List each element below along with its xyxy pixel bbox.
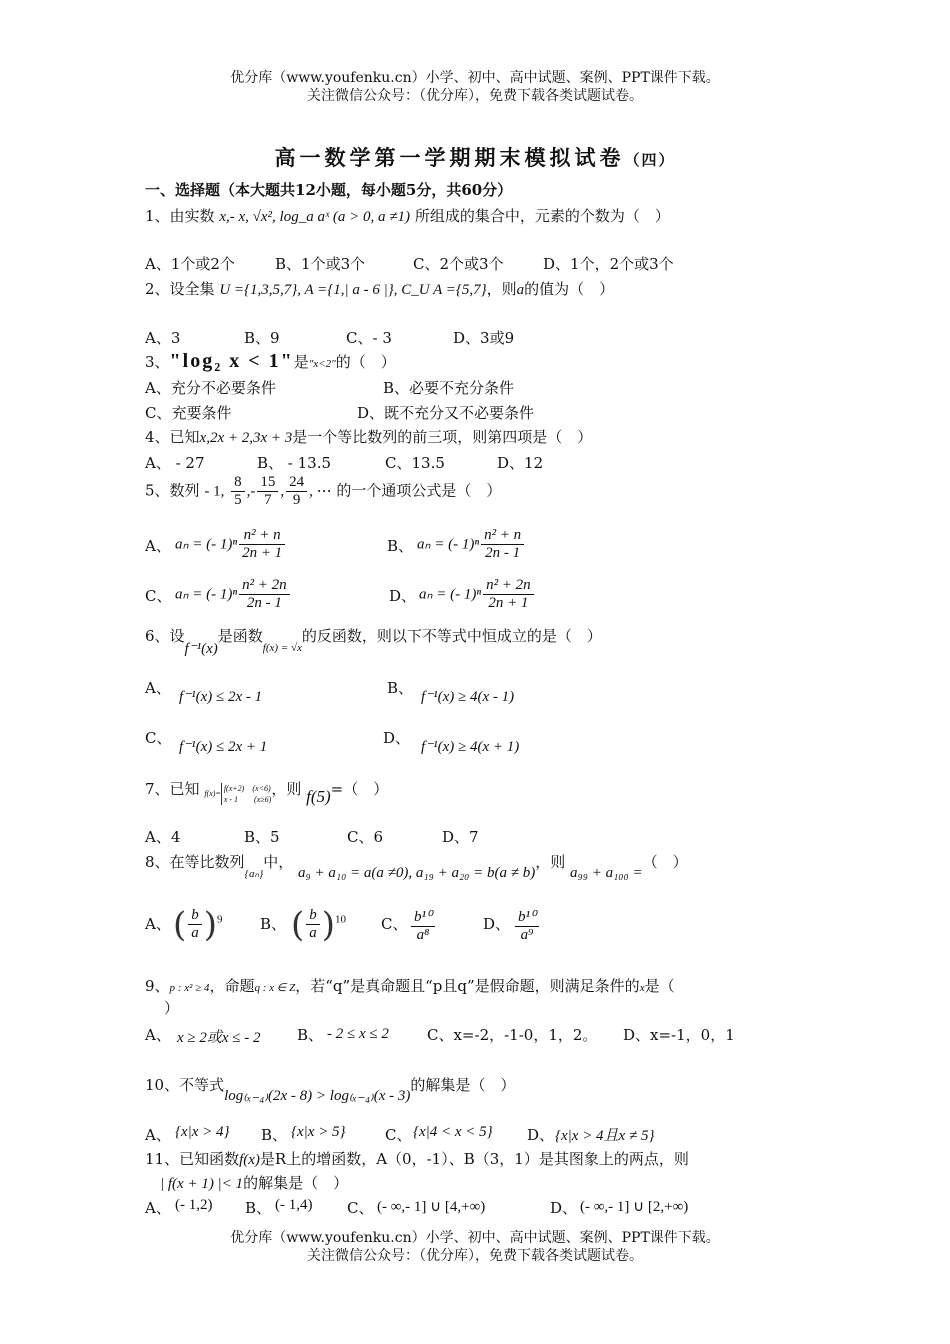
q7-option-a: A、4 [145, 828, 181, 846]
q9-label-b: B、 [297, 1026, 324, 1044]
page-title [0, 142, 950, 172]
q7-mid: ，则 [271, 780, 302, 798]
q5-label-d: D、 [389, 587, 417, 605]
q8-mid: 中， [263, 853, 294, 871]
q10-option-d: {x|x > 4且x ≠ 5} [555, 1128, 655, 1144]
q11-label-b: B、 [245, 1199, 272, 1217]
q10-label-d: D、 [527, 1126, 555, 1144]
q8-sequence: {aₙ} [244, 868, 264, 880]
q11-option-c: (- ∞,- 1] ∪ [4,+∞) [377, 1199, 486, 1215]
q5-sep-2: , [280, 483, 285, 500]
q9-proposition-p: p : x² ≥ 4 [169, 982, 210, 994]
q10-suffix: 的解集是（ ） [410, 1076, 516, 1094]
q9-option-c: C、x=-2，-1-0，1，2。 [427, 1026, 598, 1044]
q4-option-d: D、12 [497, 454, 544, 472]
q4-option-c: C、13.5 [385, 454, 445, 472]
q8-prefix: 8、在等比数列 [145, 853, 245, 871]
q3-prefix: 3、 [145, 353, 170, 371]
q5-option-a: aₙ = (- 1)ⁿ $\frac{\text{n² + n}}{2n + 1}$ [175, 527, 287, 562]
q10-label-b: B、 [261, 1126, 288, 1144]
q1-option-d: D、1个，2个或3个 [543, 255, 674, 273]
q3-option-a: A、充分不必要条件 [145, 379, 276, 397]
q9-suffix-2: 是（ [644, 977, 675, 995]
q11-prefix: 11、已知函数 [145, 1150, 240, 1168]
q7-value: f(5) [306, 787, 331, 806]
q11-inequality: | f(x + 1) |< 1 [160, 1176, 244, 1192]
question-6 [145, 625, 602, 657]
q3-condition-2: "x<2" [308, 358, 336, 370]
q10-prefix: 10、不等式 [145, 1076, 225, 1094]
q2-option-c: C、- 3 [346, 329, 392, 347]
q6-option-c: f⁻¹(x) ≤ 2x + 1 [179, 739, 268, 755]
question-1 [145, 205, 670, 226]
q10-option-a: {x|x > 4} [175, 1124, 230, 1140]
q8-option-a: ( $\frac{b}{a}$ )$^9$ [173, 904, 223, 945]
title-main: 高一数学第一学期期末模拟试卷 [274, 145, 625, 170]
title-suffix: （四） [624, 151, 676, 169]
q11-line-2 [160, 1172, 348, 1193]
question-9 [145, 975, 675, 996]
q7-option-c: C、6 [347, 828, 384, 846]
q5-option-d: aₙ = (- 1)ⁿ $\frac{\text{n² + 2n}}{2n + 1}$ [419, 577, 536, 612]
q8-label-b: B、 [260, 915, 287, 933]
q11-option-d: (- ∞,- 1] ∪ [2,+∞) [580, 1199, 689, 1215]
q5-sep-1: ,- [246, 483, 256, 500]
q4-option-a: A、 - 27 [145, 454, 205, 472]
question-11 [145, 1148, 689, 1169]
question-5 [145, 474, 501, 509]
q9-mid: ，命题 [209, 977, 255, 995]
q9-var: x [639, 982, 645, 994]
header-line-2: 关注微信公众号：（优分库），免费下载各类试题试卷。 [307, 88, 643, 104]
q5-label-a: A、 [145, 537, 171, 555]
q1-formula: x,- x, √x², log_a aˣ (a > 0, a ≠1) [219, 209, 411, 225]
q11-label-a: A、 [145, 1199, 171, 1217]
q2-option-b: B、9 [244, 329, 280, 347]
q9-proposition-q: q : x ∈ Z [254, 982, 296, 994]
q8-option-c: $\frac{\text{b¹⁰}}{\text{a⁸}}$ [409, 907, 437, 944]
q6-label-b: B、 [387, 679, 414, 697]
q5-fraction-3: $\frac{24}{9}$ [286, 474, 307, 509]
q5-option-c: aₙ = (- 1)ⁿ $\frac{\text{n² + 2n}}{2n - 1}$ [175, 577, 292, 612]
q1-option-a: A、1个或2个 [145, 255, 235, 273]
q7-suffix: =（ ） [330, 780, 389, 798]
q7-option-d: D、7 [442, 828, 479, 846]
q8-suffix: （ ） [642, 853, 688, 871]
q6-mid: 是函数 [217, 627, 263, 645]
question-2 [145, 278, 614, 299]
q6-suffix: 的反函数，则以下不等式中恒成立的是（ ） [301, 627, 602, 645]
q2-formula: U ={1,3,5,7}, A ={1,| a - 6 |}, C_U A ={5,7} [219, 282, 487, 298]
footer-line-2: 关注微信公众号：（优分库），免费下载各类试题试卷。 [307, 1248, 643, 1264]
q5-ellipsis: , ⋯ [309, 483, 332, 500]
q3-option-d: D、既不充分又不必要条件 [357, 404, 535, 422]
q5-prefix: 5、数列 [145, 481, 200, 500]
q9-option-b: - 2 ≤ x ≤ 2 [327, 1026, 389, 1042]
q11-label-d: D、 [550, 1199, 578, 1217]
q8-mid-2: ，则 [535, 853, 566, 871]
q9-option-a: x ≥ 2或x ≤ - 2 [177, 1030, 261, 1046]
q11-option-b: (- 1,4) [275, 1197, 313, 1213]
q1-prefix: 1、由实数 [145, 207, 215, 225]
q5-option-b: aₙ = (- 1)ⁿ $\frac{\text{n² + n}}{2n - 1}$ [417, 527, 526, 562]
q9-suffix: ，若“q”是真命题且“p且q”是假命题，则满足条件的 [295, 977, 640, 995]
q8-label-c: C、 [381, 915, 408, 933]
q7-option-b: B、5 [244, 828, 280, 846]
q10-option-b: {x|x > 5} [291, 1124, 346, 1140]
q8-ask: a₉₉ + a₁₀₀ = [570, 865, 643, 881]
q6-prefix: 6、设 [145, 627, 185, 645]
q9-option-d: D、x=-1，0，1 [623, 1026, 735, 1044]
question-10 [145, 1074, 516, 1104]
q5-suffix: 的一个通项公式是（ ） [336, 481, 502, 500]
q2-suffix: 的值为（ ） [524, 280, 615, 298]
q10-option-c: {x|4 < x < 5} [413, 1124, 493, 1140]
q3-mid: 是 [293, 353, 309, 371]
q1-option-c: C、2个或3个 [413, 255, 504, 273]
q4-formula: x,2x + 2,3x + 3 [199, 430, 293, 446]
q10-label-c: C、 [385, 1126, 412, 1144]
q1-option-b: B、1个或3个 [275, 255, 366, 273]
q6-label-d: D、 [383, 729, 411, 747]
footer-line-1: 优分库（www.youfenku.cn）小学、初中、高中试题、案例、PPT课件下载。 [230, 1230, 720, 1246]
q4-suffix: 是一个等比数列的前三项，则第四项是（ ） [292, 428, 593, 446]
section-heading: 一、选择题（本大题共12小题，每小题5分，共60分） [145, 181, 513, 199]
q3-option-b: B、必要不充分条件 [383, 379, 515, 397]
q6-function: f(x) = √x [262, 642, 302, 654]
q7-piecewise: f(x)= f(x+2) (x<6) x - 1 (x≥6) [204, 784, 272, 804]
q7-prefix: 7、已知 [145, 780, 200, 798]
q2-option-d: D、3或9 [453, 329, 515, 347]
q11-option-a: (- 1,2) [175, 1197, 213, 1213]
q1-suffix: 所组成的集合中，元素的个数为（ ） [414, 207, 670, 225]
q2-option-a: A、3 [145, 329, 181, 347]
q8-label-d: D、 [483, 915, 511, 933]
q2-var: a [516, 282, 525, 298]
q9-prefix: 9、 [145, 977, 170, 995]
q11-label-c: C、 [347, 1199, 374, 1217]
q6-label-a: A、 [145, 679, 171, 697]
q10-formula: log₍ₓ₋₄₎(2x - 8) > log₍ₓ₋₄₎(x - 3) [224, 1088, 411, 1104]
q6-inverse: f⁻¹(x) [184, 641, 218, 657]
q3-condition: "log₂ x < 1" [169, 350, 294, 372]
q9-label-a: A、 [145, 1026, 171, 1044]
q2-mid: ，则 [486, 280, 517, 298]
q5-label-b: B、 [387, 537, 414, 555]
q5-fraction-1: $\frac{8}{5}$ [231, 474, 245, 509]
header-line-1: 优分库（www.youfenku.cn）小学、初中、高中试题、案例、PPT课件下载。 [230, 70, 720, 86]
q6-option-b: f⁻¹(x) ≥ 4(x - 1) [421, 689, 515, 705]
q8-condition: a₉ + a₁₀ = a(a ≠0), a₁₉ + a₂₀ = b(a ≠ b) [298, 865, 536, 881]
q3-suffix: 的（ ） [335, 353, 396, 371]
q11-suffix: 是R上的增函数，A（0，-1）、B（3，1）是其图象上的两点，则 [259, 1150, 689, 1168]
q5-fraction-2: $\frac{15}{7}$ [257, 474, 278, 509]
q4-prefix: 4、已知 [145, 428, 200, 446]
q10-label-a: A、 [145, 1126, 171, 1144]
q11-function: f(x) [239, 1152, 260, 1168]
question-8 [145, 851, 688, 881]
q8-option-d: $\frac{\text{b¹⁰}}{\text{a⁹}}$ [513, 907, 541, 944]
question-7 [145, 778, 389, 806]
q3-option-c: C、充要条件 [145, 404, 232, 422]
q5-term-1: - 1, [204, 483, 225, 500]
q8-label-a: A、 [145, 915, 171, 933]
question-3 [145, 350, 396, 373]
q9-continuation: ） [164, 999, 180, 1017]
q5-label-c: C、 [145, 587, 172, 605]
q4-option-b: B、 - 13.5 [257, 454, 332, 472]
q6-label-c: C、 [145, 729, 172, 747]
question-4 [145, 426, 592, 447]
q8-option-b: ( $\frac{b}{a}$ )$^{10}$ [291, 904, 347, 945]
q6-option-a: f⁻¹(x) ≤ 2x - 1 [179, 689, 263, 705]
q6-option-d: f⁻¹(x) ≥ 4(x + 1) [421, 739, 520, 755]
q2-prefix: 2、设全集 [145, 280, 215, 298]
q11-suffix-2: 的解集是（ ） [243, 1174, 349, 1192]
